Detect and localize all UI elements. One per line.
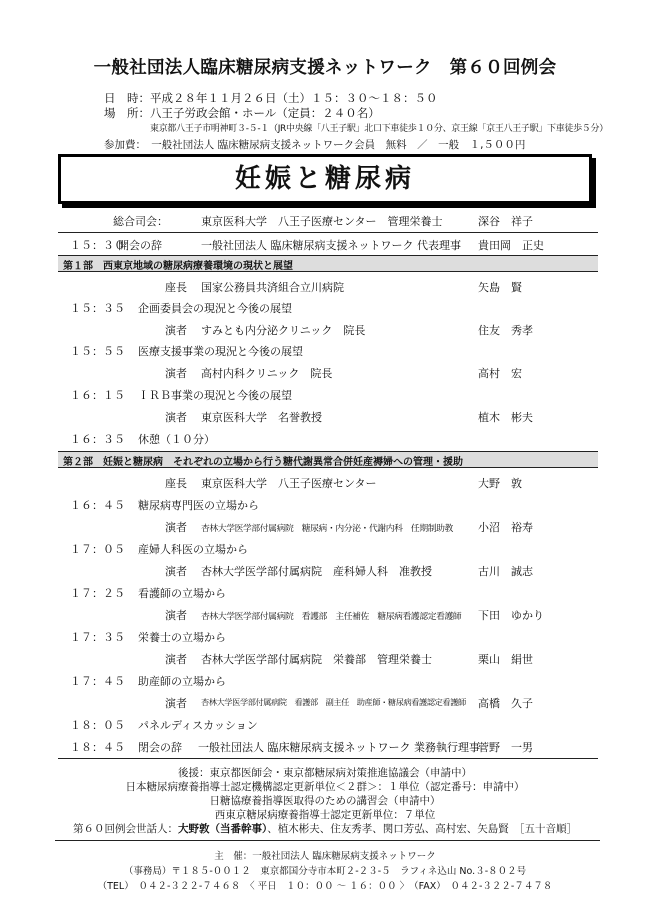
item-title: 休憩（１０分） xyxy=(138,433,215,446)
divider xyxy=(58,232,598,233)
person-name: 下田 ゆかり xyxy=(478,609,544,622)
time: １５：３０ xyxy=(70,239,125,252)
affiliation: すみとも内分泌クリニック 院長 xyxy=(201,324,366,337)
person-name: 矢島 賢 xyxy=(478,281,522,294)
credit-note: 日本糖尿病療養指導士認定機構認定更新単位＜２群＞：１単位（認定番号：申請中） xyxy=(125,781,525,793)
event-venue: 場 所：八王子労政会館・ホール（定員：２４０名） xyxy=(104,106,380,120)
person-name: 古川 誠志 xyxy=(478,565,533,578)
program-row-speaker xyxy=(58,604,598,625)
time: １６：３５ xyxy=(70,433,125,446)
program-row-panel xyxy=(58,714,598,735)
talk-title: 栄養士の立場から xyxy=(138,631,226,644)
moderator-role: 総合司会： xyxy=(113,215,168,228)
affiliation: 国家公務員共済組合立川病院 xyxy=(201,281,344,294)
role: 演者 xyxy=(165,565,187,578)
section-heading-text: 第２部 妊娠と糖尿病 それぞれの立場から行う糖代謝異常合併妊産褥婦への管理・援助 xyxy=(63,457,463,468)
program-row-closing xyxy=(58,736,598,757)
role: 座長 xyxy=(165,477,187,490)
organizers-prefix: 第６０回例会世話人： xyxy=(73,823,178,835)
credit-note: 日糖協療養指導医取得のための講習会（申請中） xyxy=(209,795,441,807)
affiliation: 一般社団法人 臨床糖尿病支援ネットワーク 業務執行理事 xyxy=(198,741,480,754)
affiliation: 高村内科クリニック 院長 xyxy=(201,367,333,380)
time: １５：５５ xyxy=(70,345,125,358)
time: １６：４５ xyxy=(70,499,125,512)
program-row-opening xyxy=(58,234,598,255)
role: 演者 xyxy=(165,653,187,666)
time: １５：３５ xyxy=(70,302,125,315)
credit-note: 西東京糖尿病療養指導士認定更新単位：７単位 xyxy=(214,809,436,821)
section-heading-part2 xyxy=(58,451,598,468)
person-name: 菅野 一男 xyxy=(478,741,533,754)
talk-title: 企画委員会の現況と今後の展望 xyxy=(138,302,292,315)
main-title: 妊娠と糖尿病 xyxy=(234,164,415,194)
program-row-break xyxy=(58,428,598,449)
organizers-lead: 大野敦（当番幹事） xyxy=(178,823,268,835)
role: 演者 xyxy=(165,367,187,380)
item-title: 開会の辞 xyxy=(118,239,162,252)
role: 演者 xyxy=(165,609,187,622)
time: １６：１５ xyxy=(70,389,125,402)
role: 演者 xyxy=(165,324,187,337)
person-name: 高村 宏 xyxy=(478,367,522,380)
affiliation: 東京医科大学 八王子医療センター xyxy=(201,477,377,490)
organizers-list: 、植木彬夫、住友秀孝、関口芳弘、高村宏、矢島賢 ［五十音順］ xyxy=(267,823,577,835)
program-row-speaker xyxy=(58,319,598,340)
section-heading-text: 第１部 西東京地域の糖尿病療養環境の現状と展望 xyxy=(63,261,293,272)
program-row-talk xyxy=(58,340,598,361)
main-title-box xyxy=(58,154,592,204)
time: １７：４５ xyxy=(70,675,125,688)
program-row-speaker xyxy=(58,406,598,427)
program-row-talk xyxy=(58,670,598,691)
affiliation: 杏林大学医学部付属病院 栄養部 管理栄養士 xyxy=(201,653,432,666)
time: １７：２５ xyxy=(70,587,125,600)
office-address: （事務局）〒１８５-００１２ 東京都国分寺市本町２-２３-５ ラフィネ込山 No.３-８０２号 xyxy=(123,866,527,877)
affiliation: 杏林大学医学部付属病院 産科婦人科 准教授 xyxy=(201,565,432,578)
event-title: 一般社団法人臨床糖尿病支援ネットワーク 第６０回例会 xyxy=(93,58,557,78)
talk-title: ＩＲＢ事業の現況と今後の展望 xyxy=(138,389,292,402)
moderator-name: 深谷 祥子 xyxy=(478,215,533,228)
program-row-talk xyxy=(58,582,598,603)
program-row-speaker xyxy=(58,692,598,713)
talk-title: 助産師の立場から xyxy=(138,675,226,688)
organizers-note xyxy=(0,821,650,836)
program-row-speaker xyxy=(58,648,598,669)
item-title: 閉会の辞 xyxy=(138,741,182,754)
affiliation: 東京医科大学 名誉教授 xyxy=(201,411,322,424)
divider xyxy=(58,758,598,759)
time: １８：０５ xyxy=(70,719,125,732)
event-date: 日 時：平成２８年１１月２６日（土）１５：３０〜１８：５０ xyxy=(104,91,438,105)
program-row-speaker xyxy=(58,362,598,383)
program-row-talk xyxy=(58,384,598,405)
role: 座長 xyxy=(165,281,187,294)
role: 演者 xyxy=(165,521,187,534)
person-name: 貴田岡 正史 xyxy=(478,239,544,252)
affiliation: 杏林大学医学部付属病院 看護部 副主任 助産師・糖尿病看護認定看護師 xyxy=(201,697,466,707)
time: １７：３５ xyxy=(70,631,125,644)
support-note: 後援：東京都医師会・東京都糖尿病対策推進協議会（申請中） xyxy=(178,767,472,779)
role: 演者 xyxy=(165,411,187,424)
person-name: 大野 敦 xyxy=(478,477,522,490)
person-name: 植木 彬夫 xyxy=(478,411,533,424)
talk-title: 医療支援事業の現況と今後の展望 xyxy=(138,345,303,358)
program-row-chair xyxy=(58,276,598,297)
time: １７：０５ xyxy=(70,543,125,556)
affiliation: 一般社団法人 臨床糖尿病支援ネットワーク 代表理事 xyxy=(201,239,461,252)
office-contact: （TEL） ０４２-３２２-７４６８ 〈 平日 １０：００ 〜 １６：００ 〉 （FAX） ０４２-３２２-７４７８ xyxy=(97,881,553,892)
affiliation: 杏林大学医学部付属病院 看護部 主任補佐 糖尿病看護認定看護師 xyxy=(201,612,462,622)
participation-fee: 参加費： 一般社団法人 臨床糖尿病支援ネットワーク会員 無料 ／ 一般 １,５００円 xyxy=(104,139,526,151)
person-name: 栗山 絹世 xyxy=(478,653,533,666)
divider xyxy=(55,840,600,841)
person-name: 高橋 久子 xyxy=(478,697,533,710)
time: １８：４５ xyxy=(70,741,125,754)
program-row-talk xyxy=(58,494,598,515)
role: 演者 xyxy=(165,697,187,710)
program-row-speaker xyxy=(58,516,598,537)
person-name: 小沼 裕寿 xyxy=(478,521,533,534)
talk-title: 産婦人科医の立場から xyxy=(138,543,248,556)
program-row-speaker xyxy=(58,560,598,581)
venue-address: 東京都八王子市明神町３-５-１（JR中央線「八王子駅」北口下車徒歩１０分、京王線「京王八王子駅」下車徒歩５分） xyxy=(150,124,608,134)
talk-title: 看護師の立場から xyxy=(138,587,226,600)
program-row-talk xyxy=(58,297,598,318)
program-row-talk xyxy=(58,626,598,647)
program-row-moderator xyxy=(58,210,598,231)
talk-title: 糖尿病専門医の立場から xyxy=(138,499,259,512)
person-name: 住友 秀孝 xyxy=(478,324,533,337)
host-organization: 主 催：一般社団法人 臨床糖尿病支援ネットワーク xyxy=(214,851,436,862)
affiliation: 杏林大学医学部付属病院 糖尿病・内分泌・代謝内科 任期制助教 xyxy=(201,524,453,534)
item-title: パネルディスカッション xyxy=(138,719,258,732)
section-heading-part1 xyxy=(58,255,598,272)
program-row-chair xyxy=(58,472,598,493)
moderator-affiliation: 東京医科大学 八王子医療センター 管理栄養士 xyxy=(201,215,443,228)
program-row-talk xyxy=(58,538,598,559)
